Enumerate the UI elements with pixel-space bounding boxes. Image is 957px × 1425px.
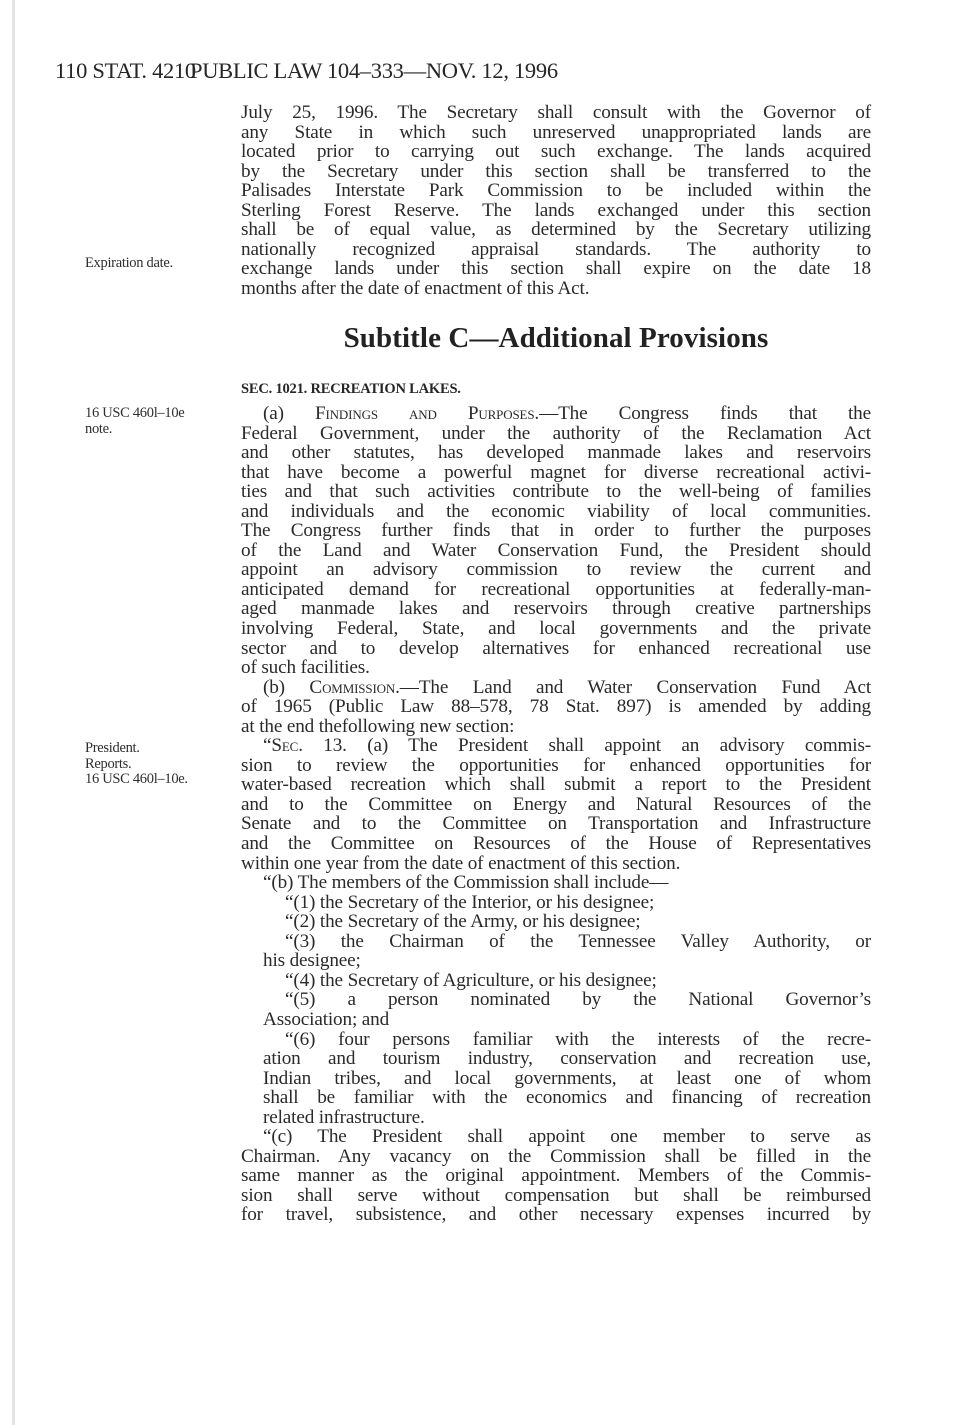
margin-note-president-block bbox=[85, 741, 188, 788]
text-line: aged manmade lakes and reservoirs through creative partnerships bbox=[241, 598, 871, 620]
scan-edge-line bbox=[12, 0, 15, 1425]
text-line: and to the Committee on Energy and Natural Resources of the bbox=[241, 793, 871, 815]
text-line: Sterling Forest Reserve. The lands exchanged under this section bbox=[241, 199, 871, 221]
text-line: appoint an advisory commission to review the current and bbox=[241, 559, 871, 581]
member-item-6-cont: related infrastructure. bbox=[263, 1106, 425, 1128]
subsection-a-first-line bbox=[241, 404, 871, 424]
subsection-a bbox=[241, 404, 871, 1225]
member-item-6: “(6) four persons familiar with the interests of the recre- bbox=[285, 1028, 871, 1050]
margin-note-reports: Reports. bbox=[85, 755, 132, 772]
text-line: Senate and to the Committee on Transportation and Infrastructure bbox=[241, 813, 871, 835]
text-line: anticipated demand for recreational opportunities at federally-man- bbox=[241, 578, 871, 600]
member-item-1: “(1) the Secretary of the Interior, or his designee; bbox=[285, 891, 655, 913]
margin-note-expiration: Expiration date. bbox=[85, 255, 173, 271]
text-line: and individuals and the economic viability of local communities. bbox=[241, 500, 871, 522]
text-line: at the end thefollowing new section: bbox=[241, 715, 515, 737]
text-line: of 1965 (Public Law 88–578, 78 Stat. 897) is amended by adding bbox=[241, 696, 871, 718]
subsection-b-first-line bbox=[241, 678, 871, 698]
text-fragment: —The Congress finds that the bbox=[539, 403, 871, 424]
member-item-4: “(4) the Secretary of Agriculture, or his designee; bbox=[285, 969, 657, 991]
continuation-paragraph bbox=[241, 103, 871, 298]
text-fragment: 13. (a) The President shall appoint an advisory commis- bbox=[302, 735, 871, 757]
text-line: and other statutes, has developed manmade lakes and reservoirs bbox=[241, 442, 871, 464]
text-line: same manner as the original appointment. Members of the Commis- bbox=[241, 1165, 871, 1187]
text-line: Chairman. Any vacancy on the Commission shall be filled in the bbox=[241, 1145, 871, 1167]
text-line: July 25, 1996. The Secretary shall consult with the Governor of bbox=[241, 102, 871, 123]
member-item-3-cont: his designee; bbox=[263, 950, 361, 972]
subsection-label: (b) bbox=[263, 676, 310, 698]
member-item-3: “(3) the Chairman of the Tennessee Valley Authority, or bbox=[285, 930, 871, 952]
text-line: sion to review the opportunities for enhanced opportunities for bbox=[241, 754, 871, 776]
text-line: The Congress further finds that in order to further the purposes bbox=[241, 520, 871, 542]
subsection-caption: Findings and Purposes. bbox=[314, 403, 540, 424]
member-item-2: “(2) the Secretary of the Army, or his designee; bbox=[285, 911, 641, 933]
text-line: involving Federal, State, and local governments and the private bbox=[241, 618, 871, 640]
law-citation: PUBLIC LAW 104–333—NOV. 12, 1996 bbox=[190, 58, 558, 83]
member-item-5: “(5) a person nominated by the National Governor’s bbox=[285, 989, 871, 1011]
sec-label: Sec. bbox=[271, 735, 303, 757]
member-item-6-cont: Indian tribes, and local governments, at least one of whom bbox=[263, 1067, 871, 1089]
subtitle-heading: Subtitle C—Additional Provisions bbox=[343, 322, 769, 354]
running-head bbox=[55, 58, 815, 88]
text-line: ties and that such activities contribute to the well-being of families bbox=[241, 481, 871, 503]
member-item-5-cont: Association; and bbox=[263, 1008, 390, 1030]
margin-note-note-line: note. bbox=[85, 420, 113, 437]
member-item-6-cont: shall be familiar with the economics and financing of recreation bbox=[263, 1087, 871, 1109]
margin-note-usc-section: 16 USC 460l–10e. bbox=[85, 771, 188, 787]
text-line: Federal Government, under the authority of the Reclamation Act bbox=[241, 422, 871, 444]
text-line: any State in which such unreserved unappropriated lands are bbox=[241, 121, 871, 143]
text-line: exchange lands under this section shall expire on the date 18 bbox=[241, 258, 871, 280]
text-line: and the Committee on Resources of the House of Representatives bbox=[241, 833, 871, 855]
text-line: sion shall serve without compensation but shall be reimbursed bbox=[241, 1184, 871, 1206]
sec13-b-intro: “(b) The members of the Commission shall include— bbox=[263, 872, 669, 894]
text-fragment: —The Land and Water Conservation Fund Act bbox=[399, 676, 872, 698]
text-line: sector and to develop alternatives for enhanced recreational use bbox=[241, 637, 871, 659]
text-line: shall be of equal value, as determined by the Secretary utilizing bbox=[241, 219, 871, 241]
text-line: water-based recreation which shall submit a report to the President bbox=[241, 774, 871, 796]
margin-note-president: President. bbox=[85, 740, 140, 756]
margin-note-usc-note bbox=[85, 406, 184, 437]
text-line: located prior to carrying out such exchange. The lands acquired bbox=[241, 141, 871, 163]
margin-note-usc-line: 16 USC 460l–10e bbox=[85, 405, 185, 421]
text-line: by the Secretary under this section shall be transferred to the bbox=[241, 160, 871, 182]
section-heading: SEC. 1021. RECREATION LAKES. bbox=[241, 381, 461, 397]
sec13-c-first-line: “(c) The President shall appoint one member to serve as bbox=[263, 1126, 871, 1148]
text-line: of such facilities. bbox=[241, 657, 370, 679]
text-line: of the Land and Water Conservation Fund, the President should bbox=[241, 539, 871, 561]
text-line: within one year from the date of enactment of this section. bbox=[241, 852, 681, 874]
open-quote: “ bbox=[263, 735, 272, 757]
subsection-caption: Commission. bbox=[309, 676, 400, 698]
text-line: Palisades Interstate Park Commission to be included within the bbox=[241, 180, 871, 202]
page-folio: 110 STAT. 4210 bbox=[55, 58, 196, 83]
subsection-label: (a) bbox=[263, 403, 315, 424]
member-item-6-cont: ation and tourism industry, conservation and recreation use, bbox=[263, 1048, 871, 1070]
text-line: nationally recognized appraisal standards. The authority to bbox=[241, 238, 871, 260]
sec13-first-line bbox=[241, 736, 871, 756]
text-line: months after the date of enactment of this Act. bbox=[241, 277, 590, 299]
text-line: that have become a powerful magnet for diverse recreational activi- bbox=[241, 461, 871, 483]
text-line: for travel, subsistence, and other necessary expenses incurred by bbox=[241, 1204, 871, 1226]
